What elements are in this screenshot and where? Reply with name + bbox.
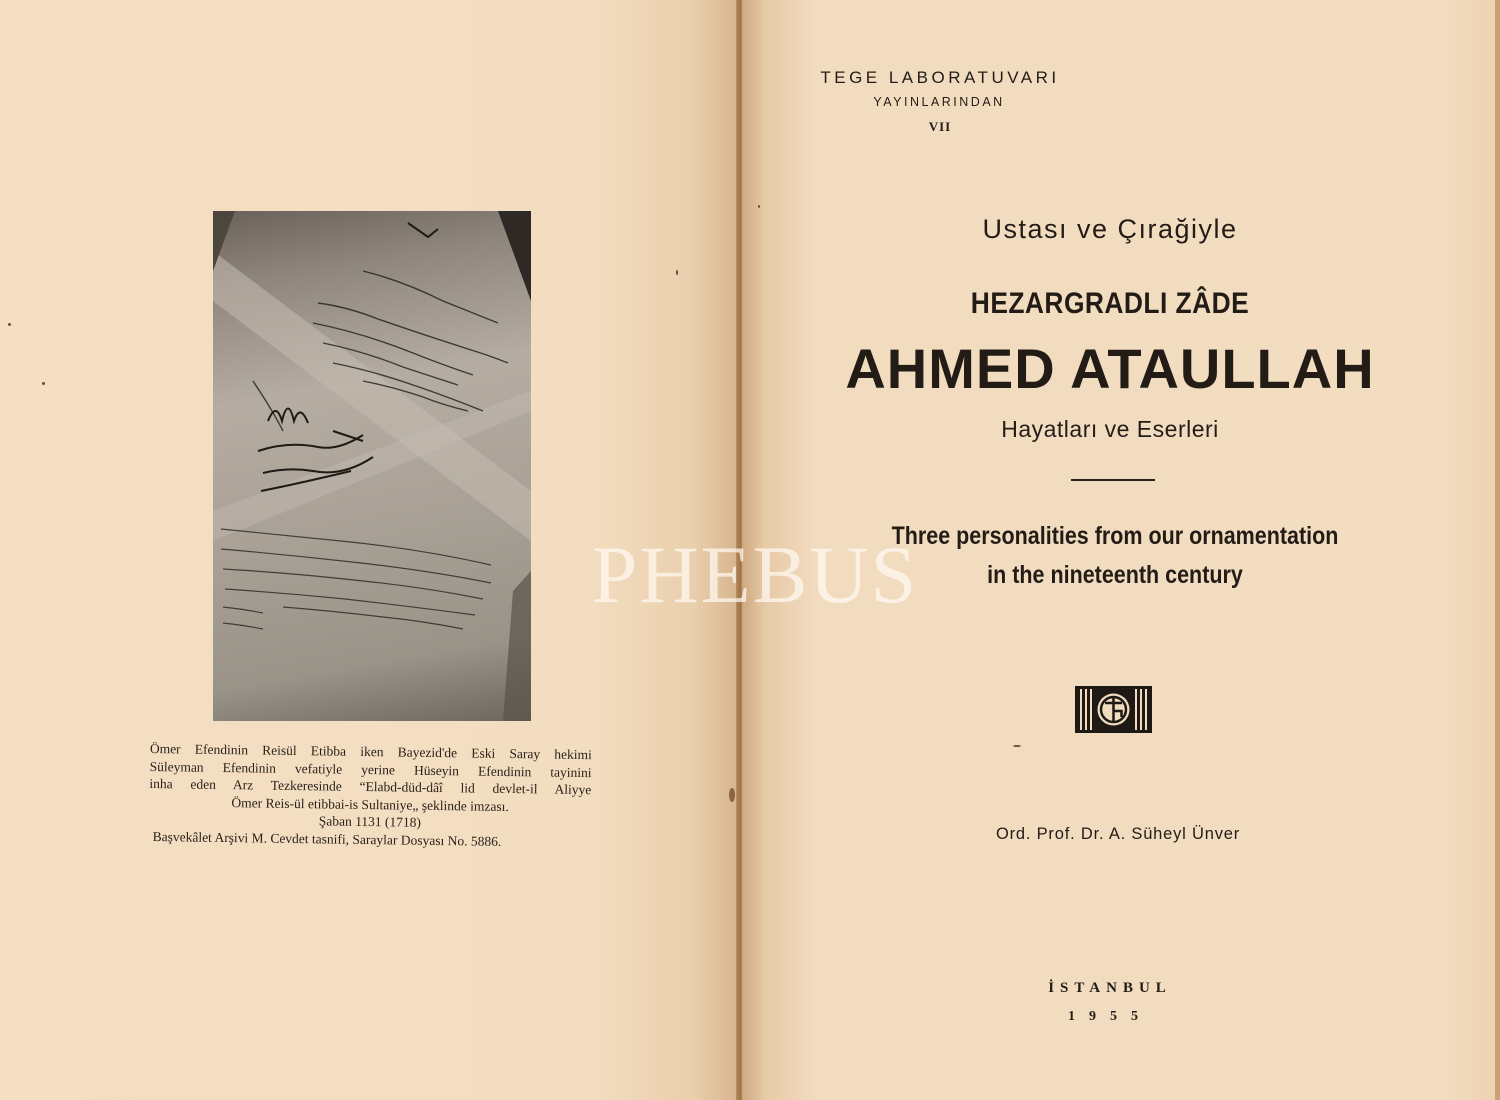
tege-logo-icon bbox=[1075, 686, 1152, 733]
title-divider bbox=[1071, 479, 1155, 481]
paper-speck bbox=[758, 205, 760, 208]
left-page bbox=[0, 0, 738, 1100]
caption-line: Başvekâlet Arşivi M. Cevdet tasnifi, Saraylar Dosyası No. 5886. bbox=[152, 828, 502, 849]
book-subtitle: Ustası ve Çırağiyle bbox=[982, 214, 1238, 244]
series-number: VII bbox=[928, 119, 952, 134]
paper-speck bbox=[8, 323, 11, 326]
phebus-watermark: PHEBUS bbox=[591, 529, 919, 620]
title-tagline: Hayatları ve Eserleri bbox=[1001, 416, 1219, 442]
paper-speck bbox=[1013, 745, 1021, 747]
publisher-name: TEGE LABORATUVARI bbox=[820, 68, 1060, 87]
english-title bbox=[844, 517, 1386, 595]
publication-year: 1955 bbox=[1068, 1009, 1152, 1024]
publisher-subtitle: YAYINLARINDAN bbox=[873, 95, 1005, 109]
book-title: AHMED ATAULLAH bbox=[845, 337, 1375, 400]
caption-line: Ömer Efendinin Reisül Etibba iken Bayezid'de Eski Saray hekimi bbox=[149, 740, 592, 763]
caption-line: inha eden Arz Tezkeresinde “Elabd-düd-dâî lid devlet-il Aliyye bbox=[149, 775, 592, 798]
caption-line: Süleyman Efendinin vefatiyle yerine Hüseyin Efendinin tayinini bbox=[149, 758, 592, 780]
paper-speck bbox=[42, 382, 45, 385]
author-name: Ord. Prof. Dr. A. Süheyl Ünver bbox=[995, 825, 1241, 843]
publication-city: İSTANBUL bbox=[1048, 980, 1172, 996]
paper-stain bbox=[729, 788, 735, 802]
paper-speck bbox=[676, 270, 678, 275]
title-prefix: HEZARGRADLI ZÂDE bbox=[970, 287, 1250, 320]
photo-caption bbox=[149, 740, 592, 851]
document-photo-image bbox=[213, 211, 531, 721]
english-title-line: in the nineteenth century bbox=[987, 561, 1243, 589]
page-edge bbox=[1495, 0, 1500, 1100]
english-title-line: Three personalities from our ornamentation bbox=[891, 522, 1339, 550]
caption-line: Şaban 1131 (1718) bbox=[318, 813, 422, 830]
archival-document-photo bbox=[213, 211, 531, 721]
caption-line: Ömer Reis-ül etibbai-is Sultaniye„ şeklinde imzası. bbox=[231, 794, 509, 814]
